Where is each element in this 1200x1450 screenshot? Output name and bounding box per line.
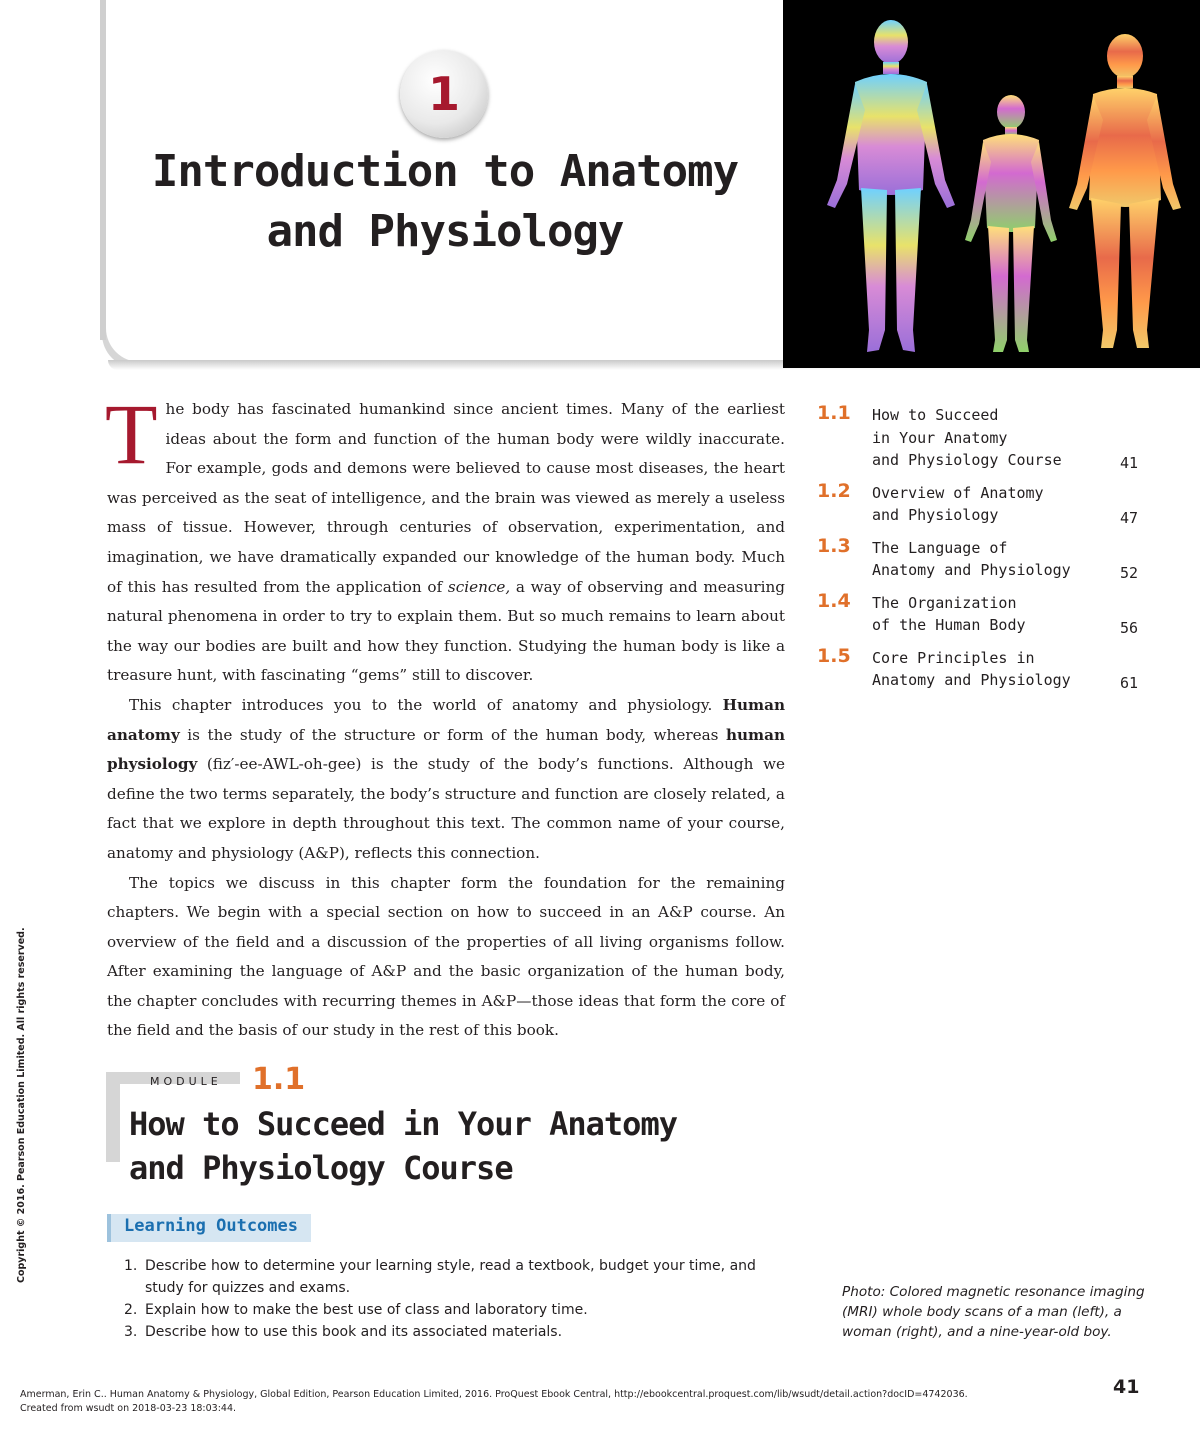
toc-title-line: in Your Anatomy bbox=[872, 428, 1008, 447]
toc-page: 61 bbox=[1119, 673, 1138, 692]
toc-title bbox=[872, 537, 1092, 582]
module-title bbox=[129, 1102, 809, 1190]
mri-figure-boy bbox=[965, 95, 1057, 352]
module-title-line2: and Physiology Course bbox=[129, 1149, 513, 1187]
intro-p1-part-b: a way of observing and measuring natural phenomena in order to try to explain them. But so much remains to learn about the way our bodies are built and how they function. Studying the human body is like a treasure hunt, with fascinating “gems” still to discover. bbox=[107, 577, 785, 685]
mri-figure-woman bbox=[1069, 34, 1181, 348]
intro-p2-part-a: This chapter introduces you to the world of anatomy and physiology. bbox=[129, 695, 723, 714]
toc-title-line: and Physiology Course bbox=[872, 451, 1062, 469]
toc-item-1-3[interactable] bbox=[817, 534, 1142, 582]
footer-line1: Amerman, Erin C.. Human Anatomy & Physiology, Global Edition, Pearson Education Limited, 2016. ProQuest Ebook Central, http://ebookcentral.proquest.com/lib/wsudt/detail.action?docID=4742036. bbox=[20, 1389, 968, 1400]
footer-line2: Created from wsudt on 2018-03-23 18:03:44. bbox=[20, 1403, 237, 1414]
toc-title-line: The Organization bbox=[872, 593, 1017, 612]
toc-title-line: and Physiology bbox=[872, 506, 999, 524]
chapter-title bbox=[130, 142, 760, 262]
intro-p2-part-c: (fiz′-ee-AWL-oh-gee) is the study of the body’s functions. Although we define the two terms separately, the body’s structure and function are closely related, a fact that we explore in depth throughout this text. The common name of your course, anatomy and physiology (A&P), reflects this connection. bbox=[107, 755, 785, 862]
photo-caption: Photo: Colored magnetic resonance imaging (MRI) whole body scans of a man (left), a woman (right), and a nine-year-old boy. bbox=[842, 1284, 1145, 1340]
toc-page: 41 bbox=[1119, 453, 1138, 472]
toc-item-1-1[interactable] bbox=[817, 404, 1142, 472]
module-number: 1.1 bbox=[252, 1062, 306, 1097]
intro-paragraph-3: The topics we discuss in this chapter form the foundation for the remaining chapters. We begin with a special section on how to succeed in an A&P course. An overview of the field and a discussion of the properties of all living organisms follow. After examining the language of A&P and the basic organization of the human body, the chapter concludes with recurring themes in A&P—those ideas that form the core of the field and the basis of our study in the rest of this book. bbox=[107, 873, 785, 1040]
toc-item-1-4[interactable] bbox=[817, 589, 1142, 637]
mri-figures-illustration bbox=[783, 0, 1200, 368]
intro-p1-part-a: he body has fascinated humankind since ancient times. Many of the earliest ideas about the form and function of the human body were wildly inaccurate. For example, gods and demons were believed to cause most diseases, the heart was perceived as the seat of intelligence, and the brain was viewed as merely a useless mass of tissue. However, through centuries of observation, experimentation, and imagination, we have dramatically expanded our knowledge of the human body. Much of this has resulted from the application of bbox=[107, 400, 785, 596]
side-copyright: Copyright © 2016. Pearson Education Limited. All rights reserved. bbox=[16, 927, 27, 1283]
chapter-toc bbox=[817, 404, 1142, 702]
toc-title-line: Overview of Anatomy bbox=[872, 483, 1044, 502]
list-item bbox=[124, 1255, 774, 1299]
toc-title-line: Core Principles in bbox=[872, 648, 1035, 667]
term-human-anatomy: Human anatomy bbox=[107, 695, 785, 744]
toc-title-line: Anatomy and Physiology bbox=[872, 561, 1071, 579]
intro-p1-emphasis: science, bbox=[447, 577, 511, 596]
toc-title bbox=[872, 404, 1092, 472]
chapter-title-line2: and Physiology bbox=[266, 206, 624, 257]
page-number: 41 bbox=[1113, 1376, 1140, 1398]
mri-body-scan-photo bbox=[783, 0, 1200, 368]
intro-paragraph-2 bbox=[107, 691, 785, 869]
chapter-intro-text bbox=[105, 386, 785, 1046]
toc-item-1-5[interactable] bbox=[817, 644, 1142, 692]
list-item-number: 3. bbox=[124, 1324, 138, 1340]
learning-outcomes-list bbox=[124, 1255, 774, 1343]
toc-title-line: The Language of bbox=[872, 538, 1008, 557]
toc-number: 1.2 bbox=[817, 479, 851, 502]
footer-citation bbox=[20, 1388, 1020, 1416]
list-item-text: Describe how to determine your learning style, read a textbook, budget your time, and study for quizzes and exams. bbox=[145, 1258, 756, 1296]
dropcap: T bbox=[105, 386, 158, 482]
toc-number: 1.1 bbox=[817, 402, 851, 424]
toc-title-line: of the Human Body bbox=[872, 616, 1026, 634]
toc-title bbox=[872, 592, 1092, 637]
toc-number: 1.5 bbox=[817, 644, 851, 667]
toc-number: 1.4 bbox=[817, 589, 851, 612]
list-item bbox=[124, 1321, 774, 1343]
intro-p2-part-b: is the study of the structure or form of the human body, whereas bbox=[179, 725, 726, 744]
list-item-text: Explain how to make the best use of class and laboratory time. bbox=[145, 1302, 588, 1318]
list-item-number: 2. bbox=[124, 1302, 138, 1318]
list-item-text: Describe how to use this book and its associated materials. bbox=[145, 1324, 563, 1340]
chapter-title-line1: Introduction to Anatomy bbox=[151, 146, 739, 197]
learning-outcomes-heading: Learning Outcomes bbox=[124, 1216, 298, 1236]
toc-title bbox=[872, 647, 1092, 692]
module-label: MODULE bbox=[150, 1075, 222, 1088]
list-item bbox=[124, 1299, 774, 1321]
toc-page: 52 bbox=[1119, 563, 1138, 582]
term-human-physiology: human physiology bbox=[107, 725, 785, 774]
chapter-number: 1 bbox=[427, 67, 460, 121]
toc-page: 56 bbox=[1119, 618, 1138, 637]
toc-number: 1.3 bbox=[817, 534, 851, 557]
toc-title bbox=[872, 482, 1092, 527]
module-title-line1: How to Succeed in Your Anatomy bbox=[129, 1105, 677, 1143]
chapter-number-badge bbox=[400, 50, 488, 138]
list-item-number: 1. bbox=[124, 1258, 138, 1274]
toc-title-line: How to Succeed bbox=[872, 406, 999, 424]
mri-figure-man bbox=[827, 20, 955, 352]
toc-page: 47 bbox=[1119, 508, 1138, 527]
intro-paragraph-1 bbox=[105, 386, 785, 691]
toc-title-line: Anatomy and Physiology bbox=[872, 671, 1071, 689]
toc-item-1-2[interactable] bbox=[817, 479, 1142, 527]
